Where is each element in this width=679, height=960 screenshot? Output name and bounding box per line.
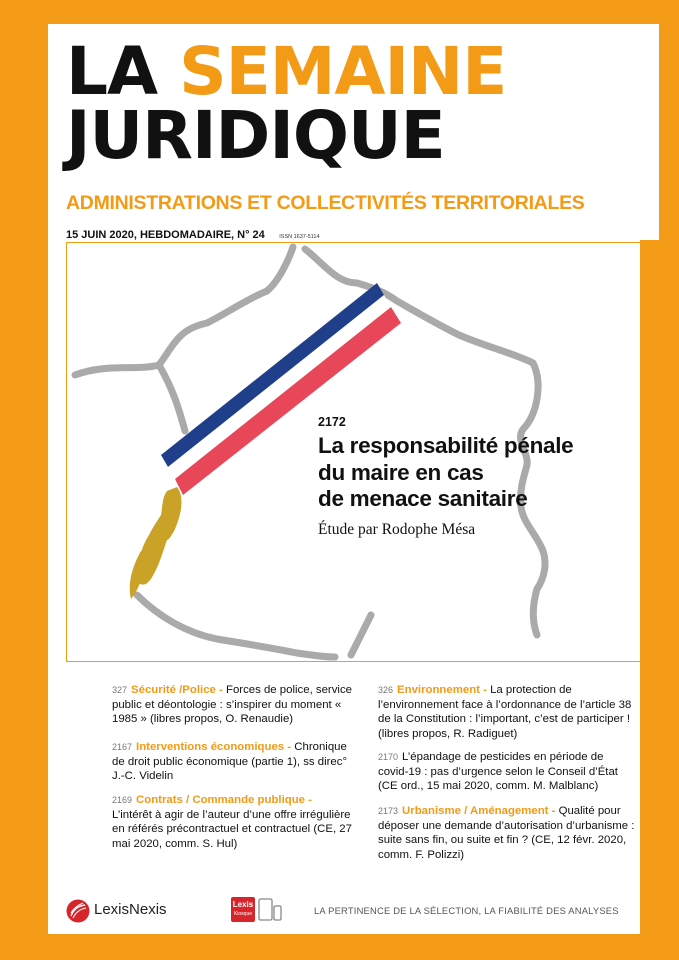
tablet-phone-icon [258,898,282,922]
summary-category: Interventions économiques - [136,741,292,753]
orange-border-bottom [0,934,679,960]
summary-number: 2173 [378,806,399,816]
kiosque-badge-box [231,897,255,922]
feature-title-line-1: La responsabilité pénale [318,433,574,458]
summary-item[interactable] [112,793,354,851]
summary-number: 326 [378,685,394,695]
feature-article-number: 2172 [318,415,346,429]
summary-number: 2169 [112,795,133,805]
summary-text: Forces de police, service public et déontologie : s’inspirer du moment « 1985 » (libres propos, O. Renaudie) [112,684,352,726]
masthead-word-semaine: SEMAINE [179,33,507,110]
lexisnexis-emblem-icon [66,899,90,923]
summary-item[interactable] [378,683,636,741]
summary-text: L’épandage de pesticides en période de covid-19 : pas d’urgence selon le Conseil d’État (CE ord., 15 mai 2020, comm. M. Malblanc) [378,751,618,793]
masthead-word-la: LA [66,33,180,110]
orange-border-top [0,0,679,24]
sash-tassel [130,487,182,599]
summary-category: Urbanisme / Aménagement - [402,805,556,817]
issn: ISSN 1637-5114 [279,234,320,240]
issue-line [66,225,320,243]
summary-number: 2167 [112,742,133,752]
masthead-line-2: JURIDIQUE [66,97,445,174]
orange-border-right-lower [640,240,679,960]
masthead [66,33,636,174]
issue-info: 15 JUIN 2020, HEBDOMADAIRE, N° 24 [66,229,265,241]
kiosque-badge-top: Lexis [232,900,254,909]
summary-text: Qualité pour déposer une demande d’autorisation d’urbanisme : suite sans fin, ou suite et fin ? (CE, 12 févr. 2020, comm. F. Polizzi) [378,805,635,861]
feature-article-byline: Étude par Rodophe Mésa [318,520,476,538]
feature-article[interactable] [318,415,638,539]
kiosque-badge-bottom: Kiosque [233,911,253,917]
summary-number: 327 [112,685,128,695]
lexisnexis-logo[interactable] [66,898,196,922]
masthead-line-1 [66,33,636,110]
summary-category: Sécurité /Police - [131,684,223,696]
feature-title-line-3: de menace sanitaire [318,486,528,511]
lexis-kiosque-badge[interactable] [231,897,283,923]
feature-title-line-2: du maire en cas [318,459,484,485]
summary-item[interactable] [378,804,636,862]
summary-item[interactable] [112,740,354,784]
summary-text: L’intérêt à agir de l’auteur d’une offre irrégulière en référés précontractuel et contractuel (CE, 27 mai 2020, comm. S. Hul) [112,808,352,850]
publisher-name: LexisNexis [94,901,167,918]
footer-tagline: LA PERTINENCE DE LA SÉLECTION, LA FIABILITÉ DES ANALYSES [314,905,619,916]
orange-border-left [0,0,48,960]
feature-article-title [318,433,638,513]
journal-subtitle: ADMINISTRATIONS ET COLLECTIVITÉS TERRITORIALES [66,192,585,214]
summary-item[interactable] [378,750,636,794]
summary-item[interactable] [112,683,354,727]
summary-text: La protection de l’environnement face à l’ordonnance de l’article 38 de la Constitution : l’important, c’est de participer ! (libres propos, R. Radiguet) [378,684,632,740]
summary-number: 2170 [378,752,399,762]
summary-text: Chronique de droit public économique (partie 1), ss direc° J.-C. Videlin [112,741,348,783]
summary-category: Contrats / Commande publique - [136,794,312,806]
summary-category: Environnement - [397,684,487,696]
